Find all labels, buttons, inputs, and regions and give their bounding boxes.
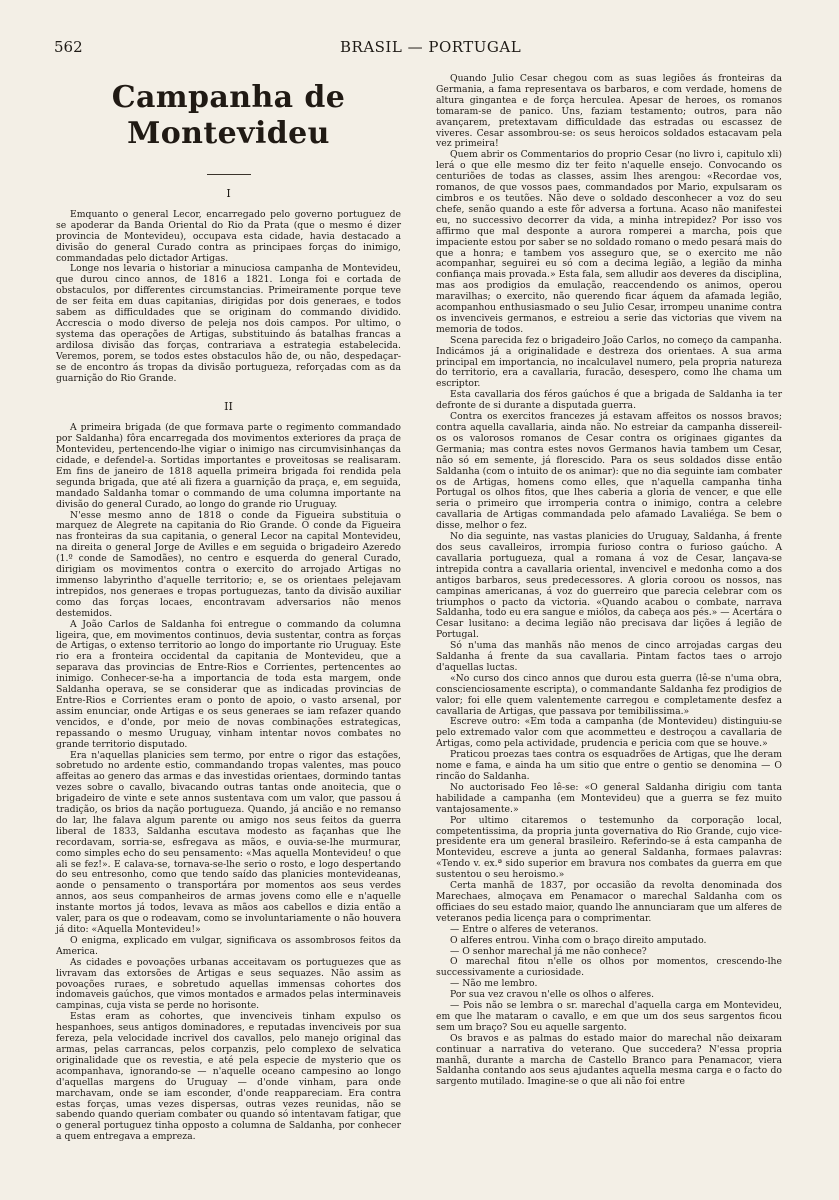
paragraph: Escreve outro: «Em toda a campanha (de Montevideu) distinguiu-se pelo extremado valor com que acommetteu e destroçou a cavallaria de Artigas, como pela actividade, prudencia e pericia com que se houve.» bbox=[436, 716, 782, 750]
paragraph: Quando Julio Cesar chegou com as suas legiões ás fronteiras da Germania, a fama representava os barbaros, e com verdade, homens de altura gingantea e de força herculea. Apesar de heroes, os romanos tomaram-se de panico. Uns, faziam testamento; outros, para não avançarem, pretextavam difficuldade das estradas ou escassez de viveres. Cesar assombrou-se: os seus heroicos soldados estacavam pela vez primeira! bbox=[436, 73, 782, 150]
paragraph: — Pois não se lembra o sr. marechal d'aquella carga em Montevideu, em que lhe mataram o cavallo, e em que um dos seus sargentos ficou sem um braço? Sou eu aquelle sargento. bbox=[436, 1000, 782, 1033]
running-title: BRASIL — PORTUGAL bbox=[340, 38, 522, 56]
paragraph: — Entre o alferes de veteranos. bbox=[450, 923, 599, 935]
paragraph: Esta cavallaria dos féros gaúchos é que a brigada de Saldanha ia ter defronte de si durante a disputada guerra. bbox=[436, 389, 782, 412]
paragraph: — O senhor marechal já me não conhece? bbox=[450, 945, 647, 957]
paragraph: O enigma, explicado em vulgar, significava os assombrosos feitos da America. bbox=[56, 934, 401, 957]
paragraph: Só n'uma das manhãs não menos de cinco arrojadas cargas deu Saldanha á frente da sua cavallaria. Pintam factos taes o arrojo d'aquellas luctas. bbox=[436, 640, 782, 673]
paragraph: Por ultimo citaremos o testemunho da corporação local, competentissima, da propria junta governativa do Rio Grande, cujo vice-presidente era um general brasileiro. Referindo-se á esta campanha de Montevideu, escreve a junta ao general Saldanha, formaes palavras: «Tendo v. ex.ª sido superior em bravura nos combates da guerra em que sustentou o seu heroismo.» bbox=[436, 814, 782, 881]
paragraph: Por sua vez cravou n'elle os olhos o alferes. bbox=[450, 989, 655, 1001]
paragraph: Era n'aquellas planicies sem termo, por entre o rigor das estações, sobretudo no ardente estio, commandando tropas valentes, mas pouco affeitas ao genero das armas e das investidas orientaes, dormindo tantas vezes sobre o cavallo, bivacando outras tantas onde anoitecia, que o brigadeiro de vinte e sete annos sustentava com um valor, que passou á tradição, os brios da nação portugueza. Quando, já ancião e no remanso do lar, lhe falava algum parente ou amigo nos seus feitos da guerra liberal de 1833, Saldanha escutava modesto as façanhas que lhe recordavam, sorria-se, esfregava as mãos, e ouvia-se-lhe murmurar, como simples echo do seu pensamento: «Mas aquella Montevideu! o que ali se fez!». E calava-se, tornava-se-lhe serio o rosto, e logo despertando do seu entresonho, como que tendo saído das planicies montevideanas, aonde o pensamento o transportára por momentos aos seus verdes annos, aos seus companheiros de armas jovens como elle e n'aquelle instante mortos já todos, levava as mãos aos cabellos e dizia então a valer, para os que o rodeavam, como se involuntariamente o não houvera já dito: «Aquella Montevideu!» bbox=[56, 749, 401, 935]
paragraph: Certa manhã de 1837, por occasião da revolta denominada dos Marechaes, almoçava em Penamacor o marechal Saldanha com os officiaes do seu estado maior, quando lhe annunciaram que um alferes de veteranos pedia licença para o comprimentar. bbox=[436, 880, 782, 924]
title-rule bbox=[207, 174, 251, 175]
paragraph: O marechal fitou n'elle os olhos por momentos, crescendo-lhe successivamente a curiosidade. bbox=[436, 956, 782, 979]
paragraph: Quem abrir os Commentarios do proprio Cesar (no livro i, capitulo xli) lerá o que elle mesmo diz ter feito n'aquelle ensejo. Convocando os centuriões de todas as classes, assim lhes arengou: «Recordae vos, romanos, de que vossos paes, commandados por Mario, expulsaram os cimbros e os teutões. Não deve o soldado desconhecer a voz do seu chefe, senão quando a este fôr adversa a fortuna. Acaso não manifestei eu, no successivo decorrer da vida, a minha intrepidez? Por isso vos affirmo que mal desponte a aurora romperei a marcha, pois que impaciente estou por saber se no soldado romano o medo pesará mais do que a honra; e tambem vos asseguro que, se o exercito me não acompanhar, seguirei eu só com a decima legião, a legião da minha confiança mais provada.» Esta fala, sem alludir aos deveres da disciplina, mas aos prodigios da emulação, reaccendendo os animos, operou maravilhas; o exercito, não querendo ficar áquem da afamada legião, acompanhou enthusiasmado o seu Julio Cesar, irrompeu unanime contra os invenciveis germanos, e estreiou a serie das victorias que vivem na memoria de todos. bbox=[436, 149, 782, 335]
section-heading-2: II bbox=[224, 400, 233, 414]
section-heading-1: I bbox=[226, 187, 231, 200]
paragraph: N'esse mesmo anno de 1818 o conde da Figueira substituia o marquez de Alegrete na capitania do Rio Grande. O conde da Figueira nas fronteiras da sua capitania, o general Lecor na capital Montevideu, na direita o general Jorge de Avilles e em seguida o brigadeiro Azeredo (1.º conde de Samodães), no centro e esquerda do general Curado, dirigiam os movimentos contra o exercito do arrojado Artigas no immenso labyrintho d'aquelle territorio; e, se os orientaes pelejavam intrepidos, nos generaes e tropas portuguezas, tanto da divisão auxiliar como das forças locaes, encontravam adversarios não menos destemidos. bbox=[56, 509, 401, 619]
paragraph: Emquanto o general Lecor, encarregado pelo governo portuguez de se apoderar da Banda Oriental do Rio da Prata (que o mesmo é dizer provincia de Montevideu), occupava esta cidade, havia destacado a divisão do general Curado contra as principaes forças do inimigo, commandadas pelo dictador Artigas. bbox=[56, 208, 401, 264]
paragraph: Scena parecida fez o brigadeiro João Carlos, no começo da campanha. Indicámos já a originalidade e destreza dos orientaes. A sua arma principal em importancia, no incalculavel numero, pela propria natureza do territorio, era a cavallaria, furacão, desespero, como lhe chama um escriptor. bbox=[436, 334, 782, 390]
paragraph: As cidades e povoações urbanas acceitavam os portuguezes que as livravam das extorsões de Artigas e seus sequazes. Não assim as povoações ruraes, e sobretudo aquellas immensas cohortes dos indomaveis gaúchos, que vimos montados e armados pelas interminaveis campinas, cuja vista se perde no horisonte. bbox=[56, 956, 401, 1012]
paragraph: — Não me lembro. bbox=[450, 978, 538, 990]
paragraph: «No curso dos cinco annos que durou esta guerra (lê-se n'uma obra, conscienciosamente escripta), o commandante Saldanha fez prodigios de valor; foi elle quem valentemente carregou e completamente desfez a cavallaria de Artigas, que passava por temibilissima.» bbox=[436, 672, 782, 717]
paragraph: Estas eram as cohortes, que invenciveis tinham expulso os hespanhoes, seus antigos dominadores, e reputadas invenciveis por sua fereza, pela velocidade incrivel dos cavallos, pelo manejo original das armas, pelas carrancas, pelos corpanzis, pelo complexo de selvatica originalidade que os revestia, e até pela especie de mysterio que os acompanhava, ignorando-se — n'aquelle oceano campesino ao longo d'aquellas margens do Uruguay — d'onde vinham, para onde marchavam, onde se iam esconder, d'onde reappareciam. Era contra estas forças, umas vezes dispersas, outras vezes reunidas, não se sabendo quando queriam combater ou quando só intentavam fatigar, que o general portuguez tinha opposto a columna de Saldanha, por conhecer a quem entregava a empreza. bbox=[56, 1011, 401, 1143]
paragraph: No auctorisado Feo lê-se: «O general Saldanha dirigiu com tanta habilidade a campanha (em Montevideu) que a guerra se fez muito vantajosamente.» bbox=[436, 781, 782, 815]
paragraph: Os bravos e as palmas do estado maior do marechal não deixaram continuar a narrativa do veterano. Que succedera? N'essa propria manhã, durante a marcha de Castello Branco para Penamacor, viera Saldanha contando aos seus ajudantes aquella mesma carga e o facto do sargento mutilado. Imagine-se o que ali não foi entre bbox=[436, 1032, 782, 1088]
paragraph: Praticou proezas taes contra os esquadrões de Artigas, que lhe deram nome e fama, e ainda ha um sitio que entre o gentio se denomina — O rincão do Saldanha. bbox=[436, 749, 782, 782]
page-number: 562 bbox=[54, 38, 83, 56]
paragraph: A primeira brigada (de que formava parte o regimento commandado por Saldanha) fôra encarregada dos movimentos exteriores da praça de Montevideu, pertencendo-lhe vigiar o inimigo nas circumvisinhanças da cidade, e defendel-a. Sortidas importantes e proveitosas se realisaram. Em fins de janeiro de 1818 aquella primeira brigada foi rendida pela segunda brigada, que até ali fizera a guarnição da praça, e, em seguida, mandado Saldanha tomar o commando de uma columna importante na divisão do general Curado, ao longo do grande rio Uruguay. bbox=[56, 422, 401, 510]
article-title: Campanha de Montevideu bbox=[111, 80, 346, 151]
paragraph: O alferes entrou. Vinha com o braço direito amputado. bbox=[450, 934, 707, 946]
paragraph: No dia seguinte, nas vastas planicies do Uruguay, Saldanha, á frente dos seus cavalleiros, irrompia furioso contra o furioso gaúcho. A cavallaria portugueza, qual a romana á voz de Cesar, lançava-se intrepida contra a cavallaria oriental, invencivel e medonha como a dos antigos barbaros, seus predecessores. A gloria coroou os nossos, nas campinas americanas, á voz do guerreiro que parecia celebrar com os triumphos o pacto da victoria. «Quando acabou o combate, narrava Saldanha, todo eu era sangue e miólos, da cabeça aos pés.» — Acertára o Cesar lusitano: a decima legião não precisava dar lições á legião de Portugal. bbox=[436, 531, 782, 641]
right-column bbox=[436, 74, 782, 1088]
paragraph: Contra os exercitos francezes já estavam affeitos os nossos bravos; contra aquella cavallaria, ainda não. No estreiar da campanha dissereil-os os valorosos romanos de Cesar contra os originaes gigantes da Germania; mas contra estes novos Germanos havia tambem um Cesar, não só em semente, já florescido. Para os seus soldados disse então Saldanha (com o intuito de os animar): que no dia seguinte iam combater os de Artigas, homens como elles, que n'aquella campanha tinha Portugal os olhos fitos, que lhes caberia a gloria de vencer, e que elle seria o primeiro que irromperia contra o inimigo, contra a celebre cavallaria de Artigas commandada pelo afamado Lavaliéga. Se bem o disse, melhor o fez. bbox=[436, 411, 782, 532]
paragraph: Longe nos levaria o historiar a minuciosa campanha de Montevideu, que durou cinco annos, de 1816 a 1821. Longa foi e cortada de obstaculos, por differentes circumstancias. Primeiramente porque teve de ser feita em duas capitanias, dirigidas por dois generaes, e todos sabem as difficuldades que se originam do commando dividido. Accrescia o modo diverso de peleja nos dois campos. Por ultimo, o systema das operações de Artigas, substituindo ás batalhas francas a ardilosa divisão das forças, contrariava a estrategia estabelecida. Veremos, porem, se todos estes obstaculos hão de, ou não, despedaçar-se de encontro ás tropas da divisão portugueza, reforçadas com as da guarnição do Rio Grande. bbox=[56, 263, 401, 384]
left-column bbox=[56, 74, 401, 1143]
paragraph: A João Carlos de Saldanha foi entregue o commando da columna ligeira, que, em movimentos continuos, devia sustentar, contra as forças de Artigas, o extenso territorio ao longo do importante rio Uruguay. Este rio era a fronteira occidental da capitania de Montevideu, que a separava das provincias de Entre-Rios e Corrientes, pertencentes ao inimigo. Conhecer-se-ha a importancia de toda esta margem, onde Saldanha operava, se se considerar que as indicadas provincias de Entre-Rios e Corrientes eram o ponto de apoio, o vasto arsenal, por assim enunciar, onde Artigas e os seus generaes se iam refazer quando vencidos, e d'onde, por meio de novas combinações estrategicas, repassando o mesmo Uruguay, vinham intentar novos combates no grande territorio disputado. bbox=[56, 618, 401, 750]
